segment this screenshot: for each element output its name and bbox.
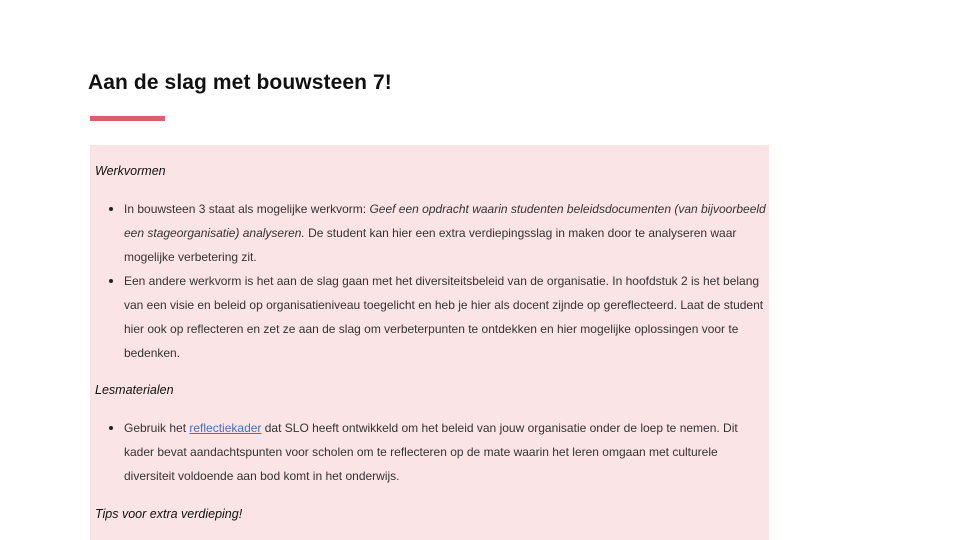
section-heading-lesmaterialen: Lesmaterialen bbox=[95, 383, 174, 397]
title-accent-bar bbox=[90, 116, 165, 121]
list-item bbox=[102, 269, 766, 365]
list-item-text: dat SLO heeft ontwikkeld om het beleid van jouw organisatie onder de loep te nemen. Dit kader bevat aandachtspunten voor scholen om te reflecteren op de mate waarin het leren omgaan met culturele diversiteit voldoende aan bod komt in het onderwijs. bbox=[124, 421, 738, 483]
content-panel bbox=[90, 145, 769, 540]
list-item-italic-text: Geef een opdracht waarin studenten beleidsdocumenten (van bijvoorbeeld een stageorganisatie) analyseren. bbox=[124, 202, 766, 240]
list-item bbox=[102, 197, 766, 269]
lesmaterialen-list bbox=[102, 416, 766, 488]
page-title: Aan de slag met bouwsteen 7! bbox=[88, 71, 392, 94]
werkvormen-list bbox=[102, 197, 766, 365]
list-item-text: Een andere werkvorm is het aan de slag gaan met het diversiteitsbeleid van de organisatie. In hoofdstuk 2 is het belang van een visie en beleid op organisatieniveau toegelicht en heb je hier als docent zijnde op gereflecteerd. Laat de student hier ook op reflecteren en zet ze aan de slag om verbeterpunten te ontdekken en hier mogelijke oplossingen voor te bedenken. bbox=[124, 274, 764, 360]
list-item-text: In bouwsteen 3 staat als mogelijke werkvorm: bbox=[124, 202, 370, 216]
list-item-text: De student kan hier een extra verdiepingsslag in maken door te analyseren waar mogelijke verbetering zit. bbox=[124, 226, 737, 264]
section-heading-werkvormen: Werkvormen bbox=[95, 164, 166, 178]
reflectiekader-link[interactable]: reflectiekader bbox=[189, 421, 262, 435]
list-item bbox=[102, 416, 766, 488]
list-item-text: Gebruik het bbox=[124, 421, 190, 435]
section-heading-tips: Tips voor extra verdieping! bbox=[95, 507, 243, 521]
